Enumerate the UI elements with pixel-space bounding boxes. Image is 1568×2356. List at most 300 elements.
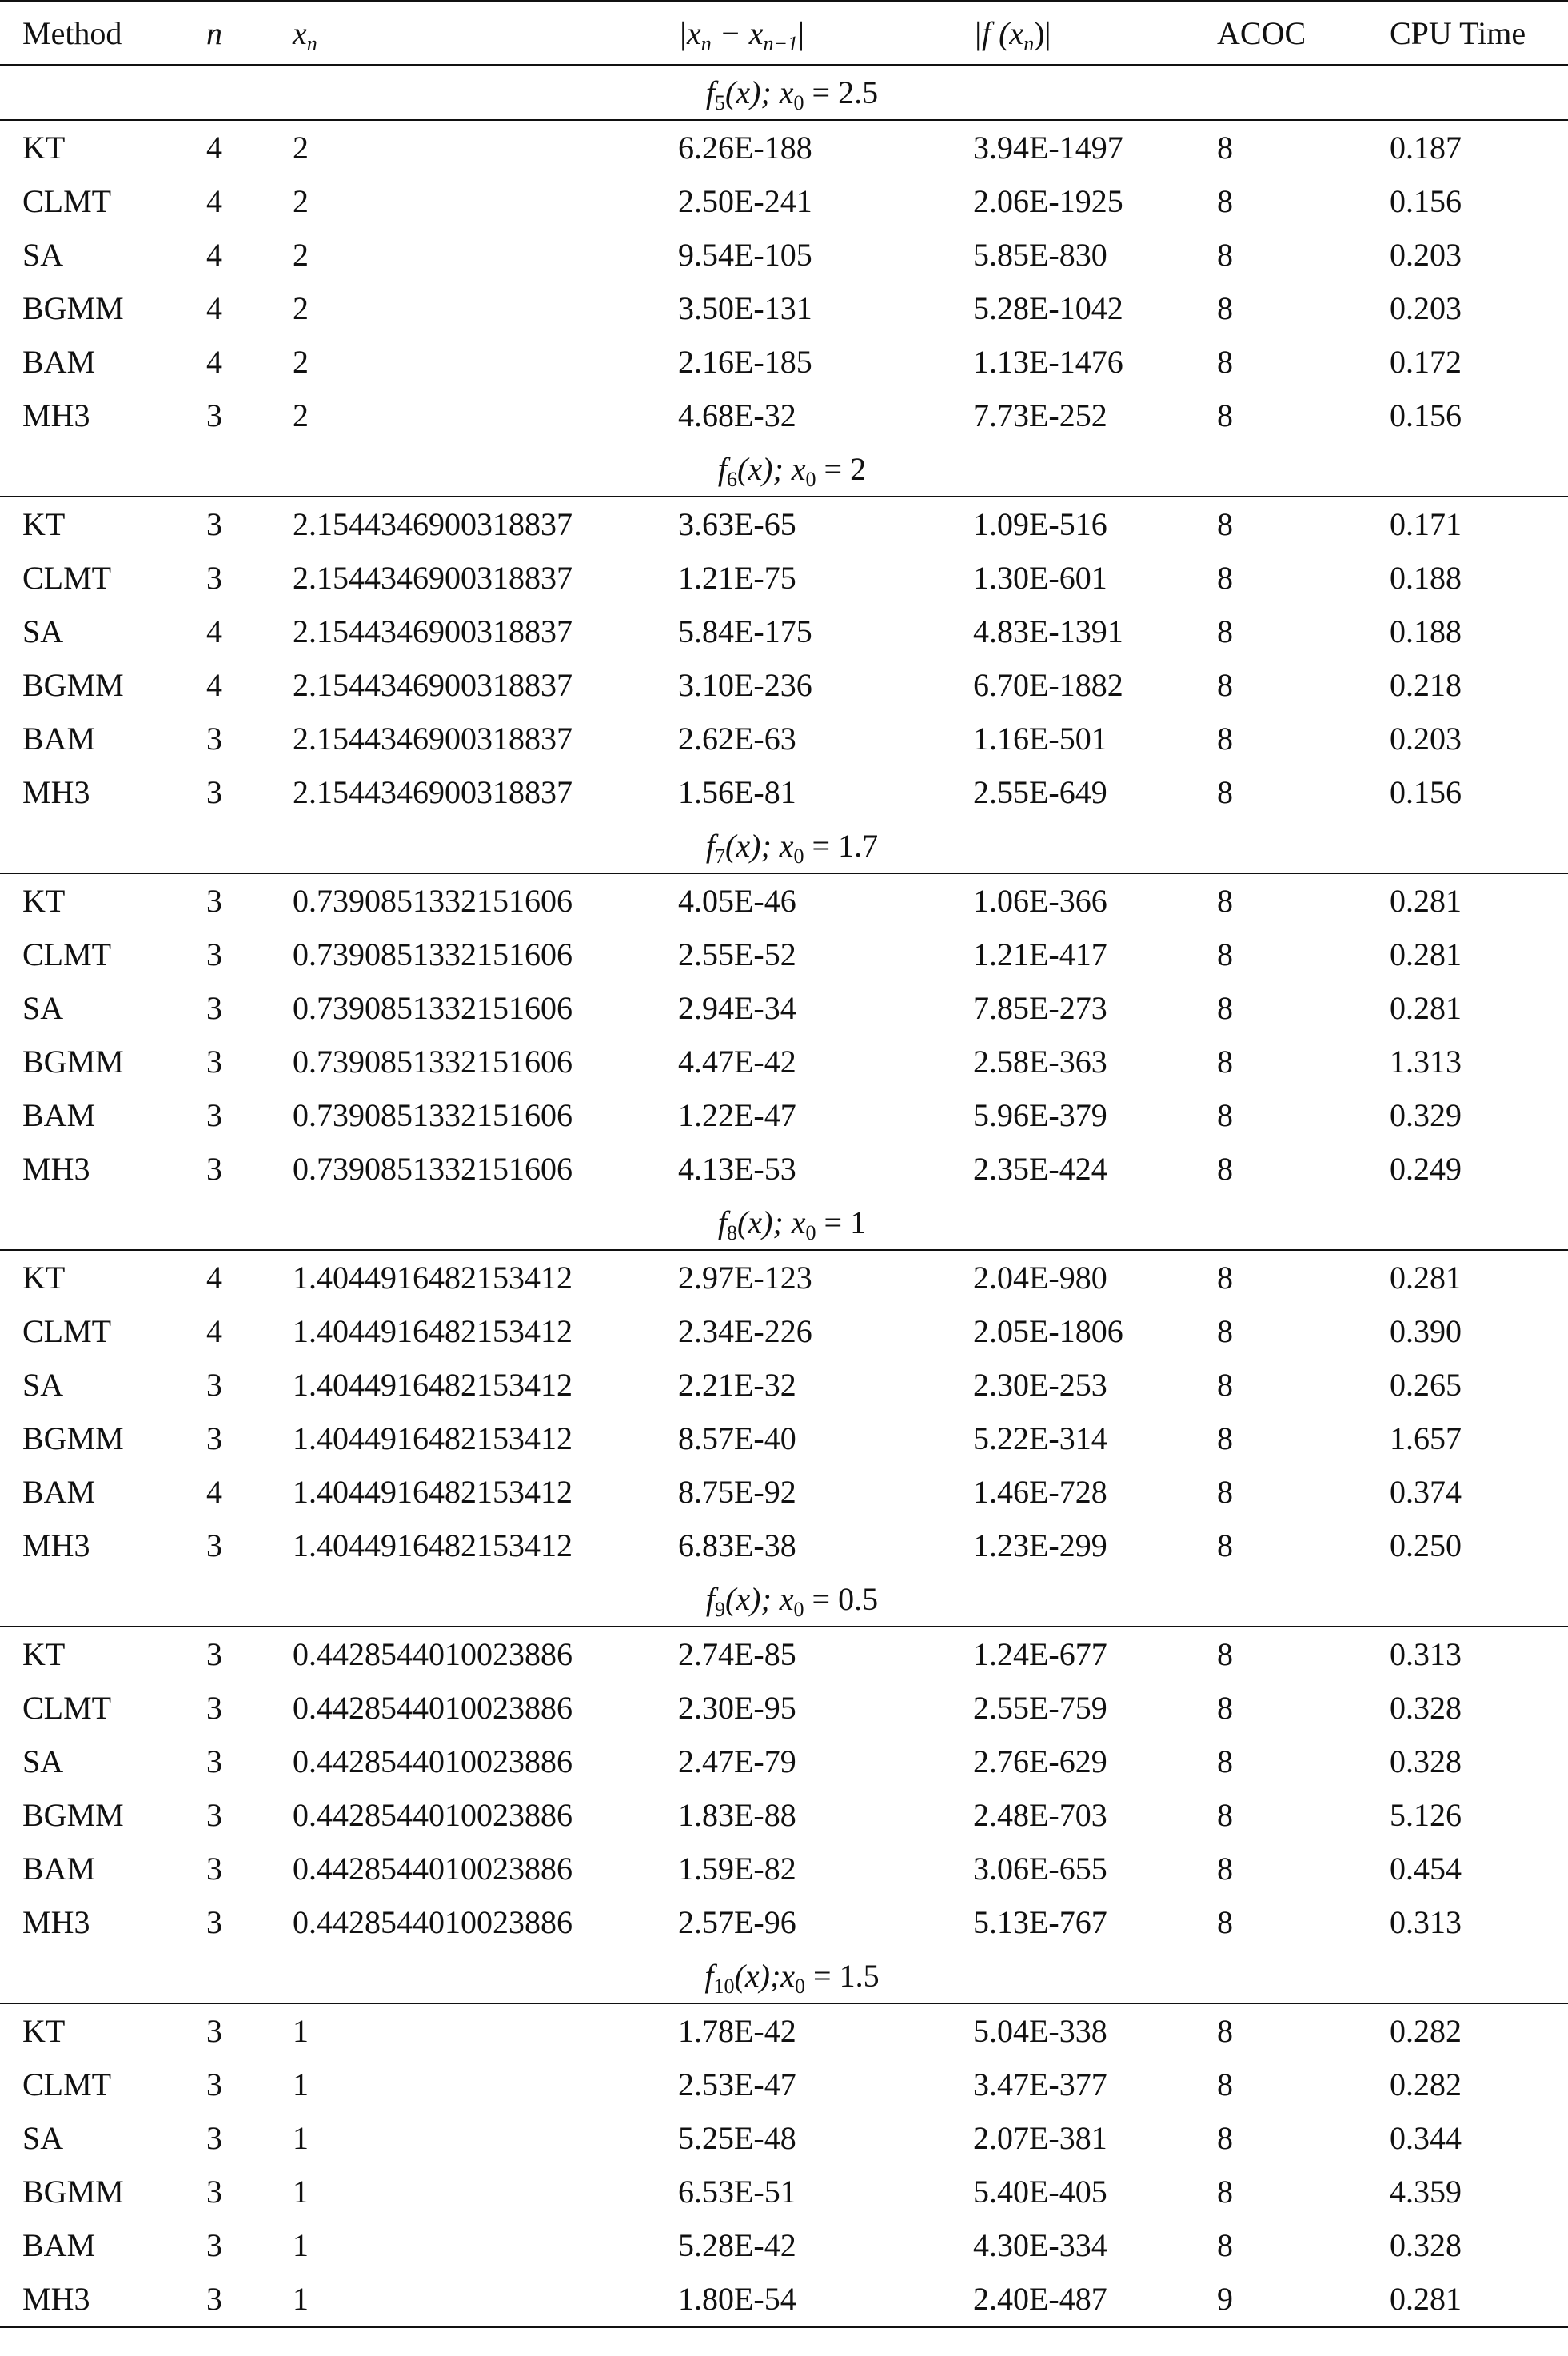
step-diff-cell: 2.50E-241: [678, 183, 812, 219]
table-row: [0, 551, 1568, 605]
root-cell: 0.4428544010023886: [293, 1797, 573, 1833]
table-row: [0, 874, 1568, 928]
root-cell: 0.4428544010023886: [293, 1743, 573, 1779]
header-xn: $x_n$: [293, 15, 317, 55]
iterations-cell: 4: [206, 183, 222, 219]
table-row: [0, 1681, 1568, 1735]
table-row: [0, 2272, 1568, 2326]
iterations-cell: 4: [206, 1474, 222, 1510]
acoc-cell: 8: [1217, 560, 1233, 596]
step-diff-cell: 6.83E-38: [678, 1527, 796, 1563]
cpu-time-cell: 0.172: [1390, 344, 1462, 380]
method-cell: BGMM: [22, 1420, 124, 1456]
residual-cell: 2.05E-1806: [973, 1313, 1123, 1349]
step-diff-cell: 8.57E-40: [678, 1420, 796, 1456]
acoc-cell: 8: [1217, 1797, 1233, 1833]
step-diff-cell: 2.97E-123: [678, 1260, 812, 1296]
cpu-time-cell: 0.171: [1390, 506, 1462, 542]
method-cell: SA: [22, 2120, 64, 2156]
cpu-time-cell: 0.282: [1390, 2013, 1462, 2049]
iterations-cell: 4: [206, 1313, 222, 1349]
iterations-cell: 3: [206, 1851, 222, 1887]
acoc-cell: 8: [1217, 883, 1233, 919]
step-diff-cell: 1.21E-75: [678, 560, 796, 596]
acoc-cell: 8: [1217, 130, 1233, 166]
table-row: [0, 1465, 1568, 1519]
iterations-cell: 3: [206, 1690, 222, 1726]
residual-cell: 2.55E-649: [973, 774, 1107, 810]
cpu-time-cell: 0.188: [1390, 560, 1462, 596]
iterations-cell: 3: [206, 2120, 222, 2156]
method-cell: BGMM: [22, 290, 124, 326]
step-diff-cell: 1.78E-42: [678, 2013, 796, 2049]
cpu-time-cell: 0.281: [1390, 883, 1462, 919]
cpu-time-cell: 0.329: [1390, 1097, 1462, 1133]
root-cell: 1: [293, 2174, 309, 2210]
method-cell: MH3: [22, 397, 90, 433]
step-diff-cell: 1.56E-81: [678, 774, 796, 810]
acoc-cell: 8: [1217, 2120, 1233, 2156]
table-row: [0, 174, 1568, 228]
step-diff-cell: 1.83E-88: [678, 1797, 796, 1833]
residual-cell: 5.96E-379: [973, 1097, 1107, 1133]
acoc-cell: 8: [1217, 1367, 1233, 1403]
method-cell: CLMT: [22, 936, 112, 972]
iterations-cell: 3: [206, 1097, 222, 1133]
section-title: $f_8(x)$; $x_0 = 1$: [717, 1204, 867, 1244]
header-n: n: [206, 15, 222, 51]
method-cell: KT: [22, 1260, 66, 1296]
residual-cell: 3.06E-655: [973, 1851, 1107, 1887]
iterations-cell: 3: [206, 2281, 222, 2317]
root-cell: 1: [293, 2066, 309, 2102]
root-cell: 2.1544346900318837: [293, 667, 573, 703]
residual-cell: 5.04E-338: [973, 2013, 1107, 2049]
acoc-cell: 8: [1217, 1743, 1233, 1779]
cpu-time-cell: 0.390: [1390, 1313, 1462, 1349]
root-cell: 2.1544346900318837: [293, 774, 573, 810]
root-cell: 2: [293, 130, 309, 166]
acoc-cell: 8: [1217, 183, 1233, 219]
root-cell: 2.1544346900318837: [293, 506, 573, 542]
table-row: [0, 497, 1568, 551]
cpu-time-cell: 0.218: [1390, 667, 1462, 703]
acoc-cell: 8: [1217, 721, 1233, 757]
table-row: [0, 1358, 1568, 1412]
acoc-cell: 8: [1217, 1636, 1233, 1672]
table-row: [0, 1842, 1568, 1895]
table-row: [0, 2111, 1568, 2165]
step-diff-cell: 5.28E-42: [678, 2227, 796, 2263]
acoc-cell: 8: [1217, 1044, 1233, 1080]
iterations-cell: 3: [206, 1367, 222, 1403]
table-row: [0, 1627, 1568, 1681]
step-diff-cell: 1.59E-82: [678, 1851, 796, 1887]
iterations-cell: 4: [206, 344, 222, 380]
table-row: [0, 1519, 1568, 1572]
table-row: [0, 1304, 1568, 1358]
cpu-time-cell: 0.454: [1390, 1851, 1462, 1887]
method-cell: BAM: [22, 344, 96, 380]
iterations-cell: 3: [206, 721, 222, 757]
table-row: [0, 1088, 1568, 1142]
method-cell: BAM: [22, 1474, 96, 1510]
acoc-cell: 8: [1217, 1151, 1233, 1187]
residual-cell: 2.48E-703: [973, 1797, 1107, 1833]
acoc-cell: 8: [1217, 1420, 1233, 1456]
residual-cell: 6.70E-1882: [973, 667, 1123, 703]
step-diff-cell: 4.05E-46: [678, 883, 796, 919]
root-cell: 1.4044916482153412: [293, 1527, 573, 1563]
iterations-cell: 4: [206, 237, 222, 273]
step-diff-cell: 4.13E-53: [678, 1151, 796, 1187]
acoc-cell: 8: [1217, 506, 1233, 542]
section-header: [0, 819, 1568, 873]
step-diff-cell: 6.26E-188: [678, 130, 812, 166]
method-cell: CLMT: [22, 1690, 112, 1726]
acoc-cell: 8: [1217, 2174, 1233, 2210]
section-title: $f_6(x)$; $x_0 = 2$: [717, 451, 867, 491]
cpu-time-cell: 0.156: [1390, 397, 1462, 433]
root-cell: 0.7390851332151606: [293, 1044, 573, 1080]
method-cell: MH3: [22, 1151, 90, 1187]
iterations-cell: 3: [206, 883, 222, 919]
table-row: [0, 1788, 1568, 1842]
residual-cell: 3.94E-1497: [973, 130, 1123, 166]
table-row: [0, 228, 1568, 282]
header-row: [0, 2, 1568, 64]
root-cell: 1: [293, 2013, 309, 2049]
section-header: [0, 442, 1568, 496]
residual-cell: 1.16E-501: [973, 721, 1107, 757]
method-cell: KT: [22, 1636, 66, 1672]
table-row: [0, 2218, 1568, 2272]
method-cell: BGMM: [22, 1797, 124, 1833]
table-body: [0, 66, 1568, 2326]
step-diff-cell: 2.57E-96: [678, 1904, 796, 1940]
iterations-cell: 4: [206, 290, 222, 326]
root-cell: 1.4044916482153412: [293, 1367, 573, 1403]
section-title: $f_9(x)$; $x_0 = 0.5$: [705, 1581, 879, 1621]
step-diff-cell: 3.50E-131: [678, 290, 812, 326]
cpu-time-cell: 0.374: [1390, 1474, 1462, 1510]
residual-cell: 2.04E-980: [973, 1260, 1107, 1296]
section-header: [0, 1949, 1568, 2003]
table-row: [0, 121, 1568, 174]
root-cell: 2.1544346900318837: [293, 613, 573, 649]
step-diff-cell: 5.84E-175: [678, 613, 812, 649]
acoc-cell: 8: [1217, 613, 1233, 649]
iterations-cell: 3: [206, 990, 222, 1026]
acoc-cell: 8: [1217, 397, 1233, 433]
cpu-time-cell: 0.328: [1390, 1743, 1462, 1779]
iterations-cell: 3: [206, 1420, 222, 1456]
method-cell: CLMT: [22, 1313, 112, 1349]
step-diff-cell: 4.68E-32: [678, 397, 796, 433]
root-cell: 2: [293, 237, 309, 273]
table-row: [0, 335, 1568, 389]
step-diff-cell: 3.10E-236: [678, 667, 812, 703]
acoc-cell: 8: [1217, 1097, 1233, 1133]
residual-cell: 2.35E-424: [973, 1151, 1107, 1187]
iterations-cell: 4: [206, 613, 222, 649]
header-diff: $|x_n - x_{n-1}|$: [678, 15, 805, 55]
root-cell: 1.4044916482153412: [293, 1420, 573, 1456]
method-cell: MH3: [22, 1527, 90, 1563]
method-cell: MH3: [22, 2281, 90, 2317]
table-row: [0, 1735, 1568, 1788]
root-cell: 2: [293, 344, 309, 380]
iterations-cell: 4: [206, 1260, 222, 1296]
residual-cell: 7.85E-273: [973, 990, 1107, 1026]
header-acoc: ACOC: [1217, 15, 1307, 51]
cpu-time-cell: 1.313: [1390, 1044, 1462, 1080]
method-cell: BAM: [22, 721, 96, 757]
bottom-rule: [0, 2326, 1568, 2328]
iterations-cell: 3: [206, 2013, 222, 2049]
cpu-time-cell: 4.359: [1390, 2174, 1462, 2210]
method-cell: CLMT: [22, 2066, 112, 2102]
method-cell: BAM: [22, 2227, 96, 2263]
table-row: [0, 389, 1568, 442]
cpu-time-cell: 0.281: [1390, 1260, 1462, 1296]
cpu-time-cell: 0.265: [1390, 1367, 1462, 1403]
cpu-time-cell: 0.203: [1390, 237, 1462, 273]
step-diff-cell: 4.47E-42: [678, 1044, 796, 1080]
root-cell: 0.4428544010023886: [293, 1904, 573, 1940]
iterations-cell: 3: [206, 397, 222, 433]
table-row: [0, 2165, 1568, 2218]
cpu-time-cell: 0.203: [1390, 290, 1462, 326]
root-cell: 2.1544346900318837: [293, 721, 573, 757]
method-cell: BGMM: [22, 2174, 124, 2210]
step-diff-cell: 2.30E-95: [678, 1690, 796, 1726]
method-cell: KT: [22, 130, 66, 166]
table-row: [0, 981, 1568, 1035]
iterations-cell: 3: [206, 506, 222, 542]
method-cell: KT: [22, 506, 66, 542]
residual-cell: 2.07E-381: [973, 2120, 1107, 2156]
root-cell: 1.4044916482153412: [293, 1313, 573, 1349]
root-cell: 0.7390851332151606: [293, 990, 573, 1026]
method-cell: SA: [22, 1367, 64, 1403]
residual-cell: 1.13E-1476: [973, 344, 1123, 380]
method-cell: BAM: [22, 1851, 96, 1887]
section-title: $f_{10}(x);x_0 = 1.5$: [704, 1958, 880, 1998]
table-row: [0, 928, 1568, 981]
cpu-time-cell: 0.203: [1390, 721, 1462, 757]
cpu-time-cell: 0.344: [1390, 2120, 1462, 2156]
acoc-cell: 8: [1217, 2227, 1233, 2263]
table-row: [0, 1142, 1568, 1196]
acoc-cell: 8: [1217, 2066, 1233, 2102]
root-cell: 0.4428544010023886: [293, 1636, 573, 1672]
iterations-cell: 4: [206, 130, 222, 166]
step-diff-cell: 9.54E-105: [678, 237, 812, 273]
header-fxn: |f $(x_n)|$: [973, 15, 1051, 55]
cpu-time-cell: 0.282: [1390, 2066, 1462, 2102]
residual-cell: 5.40E-405: [973, 2174, 1107, 2210]
cpu-time-cell: 1.657: [1390, 1420, 1462, 1456]
root-cell: 0.4428544010023886: [293, 1690, 573, 1726]
cpu-time-cell: 0.250: [1390, 1527, 1462, 1563]
step-diff-cell: 5.25E-48: [678, 2120, 796, 2156]
acoc-cell: 8: [1217, 1474, 1233, 1510]
section-header: [0, 1196, 1568, 1249]
method-cell: CLMT: [22, 560, 112, 596]
table-row: [0, 2058, 1568, 2111]
section-header: [0, 66, 1568, 119]
residual-cell: 4.83E-1391: [973, 613, 1123, 649]
residual-cell: 2.40E-487: [973, 2281, 1107, 2317]
method-cell: KT: [22, 2013, 66, 2049]
iterations-cell: 3: [206, 2174, 222, 2210]
step-diff-cell: 2.94E-34: [678, 990, 796, 1026]
root-cell: 0.7390851332151606: [293, 883, 573, 919]
root-cell: 0.4428544010023886: [293, 1851, 573, 1887]
residual-cell: 5.13E-767: [973, 1904, 1107, 1940]
step-diff-cell: 2.62E-63: [678, 721, 796, 757]
acoc-cell: 8: [1217, 1851, 1233, 1887]
iterations-cell: 3: [206, 1151, 222, 1187]
header-method: Method: [22, 15, 122, 51]
acoc-cell: 8: [1217, 936, 1233, 972]
iterations-cell: 3: [206, 2227, 222, 2263]
root-cell: 1: [293, 2281, 309, 2317]
step-diff-cell: 1.80E-54: [678, 2281, 796, 2317]
method-cell: SA: [22, 237, 64, 273]
table-row: [0, 1251, 1568, 1304]
iterations-cell: 3: [206, 1904, 222, 1940]
step-diff-cell: 2.74E-85: [678, 1636, 796, 1672]
step-diff-cell: 2.21E-32: [678, 1367, 796, 1403]
iterations-cell: 3: [206, 1044, 222, 1080]
residual-cell: 4.30E-334: [973, 2227, 1107, 2263]
acoc-cell: 8: [1217, 1690, 1233, 1726]
root-cell: 1.4044916482153412: [293, 1474, 573, 1510]
step-diff-cell: 2.47E-79: [678, 1743, 796, 1779]
cpu-time-cell: 0.156: [1390, 774, 1462, 810]
cpu-time-cell: 0.156: [1390, 183, 1462, 219]
table-row: [0, 282, 1568, 335]
table-row: [0, 2004, 1568, 2058]
cpu-time-cell: 5.126: [1390, 1797, 1462, 1833]
cpu-time-cell: 0.313: [1390, 1904, 1462, 1940]
method-cell: MH3: [22, 774, 90, 810]
acoc-cell: 8: [1217, 1260, 1233, 1296]
root-cell: 0.7390851332151606: [293, 936, 573, 972]
cpu-time-cell: 0.281: [1390, 936, 1462, 972]
acoc-cell: 8: [1217, 1313, 1233, 1349]
root-cell: 1.4044916482153412: [293, 1260, 573, 1296]
cpu-time-cell: 0.328: [1390, 1690, 1462, 1726]
residual-cell: 2.06E-1925: [973, 183, 1123, 219]
iterations-cell: 3: [206, 936, 222, 972]
method-cell: CLMT: [22, 183, 112, 219]
residual-cell: 1.21E-417: [973, 936, 1107, 972]
table-row: [0, 1412, 1568, 1465]
step-diff-cell: 6.53E-51: [678, 2174, 796, 2210]
acoc-cell: 8: [1217, 1904, 1233, 1940]
acoc-cell: 8: [1217, 344, 1233, 380]
method-cell: SA: [22, 613, 64, 649]
method-cell: SA: [22, 990, 64, 1026]
method-cell: SA: [22, 1743, 64, 1779]
cpu-time-cell: 0.187: [1390, 130, 1462, 166]
step-diff-cell: 8.75E-92: [678, 1474, 796, 1510]
table-row: [0, 658, 1568, 712]
residual-cell: 1.30E-601: [973, 560, 1107, 596]
step-diff-cell: 2.34E-226: [678, 1313, 812, 1349]
header-cpu-time: CPU Time: [1390, 15, 1526, 51]
root-cell: 2: [293, 290, 309, 326]
method-cell: BGMM: [22, 667, 124, 703]
iterations-cell: 3: [206, 560, 222, 596]
table-row: [0, 765, 1568, 819]
acoc-cell: 9: [1217, 2281, 1233, 2317]
method-cell: MH3: [22, 1904, 90, 1940]
acoc-cell: 8: [1217, 237, 1233, 273]
section-title: $f_5(x)$; $x_0 = 2.5$: [705, 74, 879, 114]
root-cell: 2: [293, 183, 309, 219]
step-diff-cell: 2.16E-185: [678, 344, 812, 380]
residual-cell: 1.09E-516: [973, 506, 1107, 542]
residual-cell: 7.73E-252: [973, 397, 1107, 433]
iterations-cell: 3: [206, 1527, 222, 1563]
method-cell: BAM: [22, 1097, 96, 1133]
root-cell: 0.7390851332151606: [293, 1151, 573, 1187]
root-cell: 1: [293, 2120, 309, 2156]
table-row: [0, 605, 1568, 658]
cpu-time-cell: 0.188: [1390, 613, 1462, 649]
step-diff-cell: 2.55E-52: [678, 936, 796, 972]
root-cell: 2: [293, 397, 309, 433]
table-row: [0, 712, 1568, 765]
residual-cell: 5.28E-1042: [973, 290, 1123, 326]
residual-cell: 2.55E-759: [973, 1690, 1107, 1726]
cpu-time-cell: 0.313: [1390, 1636, 1462, 1672]
residual-cell: 1.24E-677: [973, 1636, 1107, 1672]
method-cell: BGMM: [22, 1044, 124, 1080]
step-diff-cell: 1.22E-47: [678, 1097, 796, 1133]
cpu-time-cell: 0.328: [1390, 2227, 1462, 2263]
acoc-cell: 8: [1217, 1527, 1233, 1563]
iterations-cell: 3: [206, 1743, 222, 1779]
acoc-cell: 8: [1217, 667, 1233, 703]
residual-cell: 5.22E-314: [973, 1420, 1107, 1456]
root-cell: 0.7390851332151606: [293, 1097, 573, 1133]
iterations-cell: 3: [206, 1636, 222, 1672]
root-cell: 2.1544346900318837: [293, 560, 573, 596]
root-cell: 1: [293, 2227, 309, 2263]
method-cell: KT: [22, 883, 66, 919]
table-row: [0, 1035, 1568, 1088]
section-title: $f_7(x)$; $x_0 = 1.7$: [705, 828, 879, 868]
iterations-cell: 3: [206, 774, 222, 810]
iterations-cell: 4: [206, 667, 222, 703]
step-diff-cell: 2.53E-47: [678, 2066, 796, 2102]
cpu-time-cell: 0.281: [1390, 990, 1462, 1026]
residual-cell: 3.47E-377: [973, 2066, 1107, 2102]
residual-cell: 2.76E-629: [973, 1743, 1107, 1779]
residual-cell: 2.30E-253: [973, 1367, 1107, 1403]
cpu-time-cell: 0.249: [1390, 1151, 1462, 1187]
residual-cell: 1.46E-728: [973, 1474, 1107, 1510]
residual-cell: 5.85E-830: [973, 237, 1107, 273]
acoc-cell: 8: [1217, 290, 1233, 326]
section-header: [0, 1572, 1568, 1626]
residual-cell: 2.58E-363: [973, 1044, 1107, 1080]
